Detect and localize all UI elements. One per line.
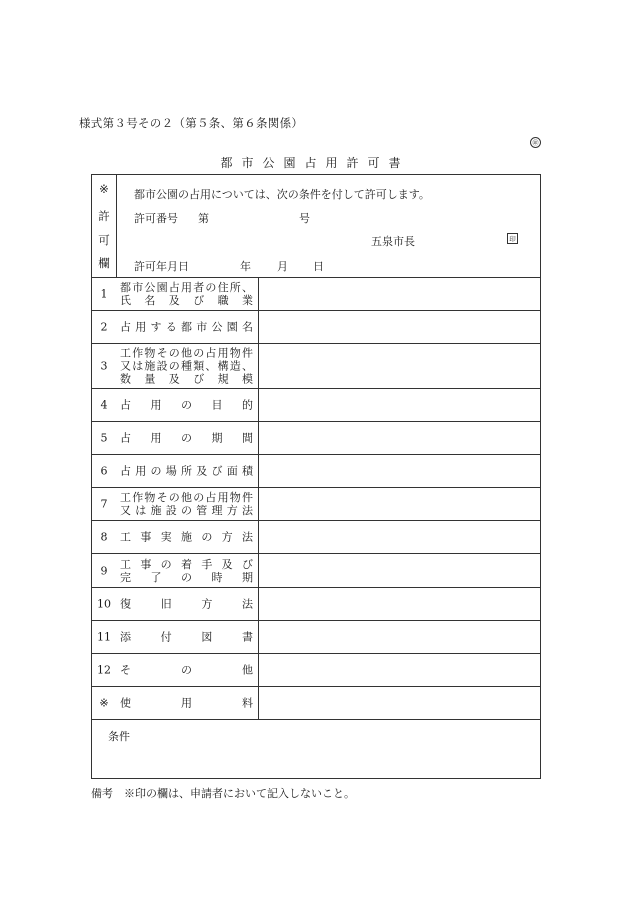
remarks-note: 備考 ※印の欄は、申請者において記入しないこと。 [91, 787, 355, 800]
permit-section [92, 175, 540, 278]
permit-date-day: 日 [313, 260, 324, 273]
row-label-line: 又は施設の管理方法 [120, 504, 253, 517]
issuing-authority: 五泉市長 [371, 235, 415, 248]
row-label [120, 697, 253, 710]
row-number: 7 [100, 497, 108, 511]
table-row [92, 344, 540, 389]
row-number: 4 [100, 398, 108, 412]
row-value-cell[interactable] [258, 654, 540, 686]
row-label-line: 氏名及び職業 [120, 293, 253, 307]
table-row [92, 488, 540, 521]
table-row [92, 455, 540, 488]
row-label [120, 491, 253, 517]
row-label-cell [92, 621, 259, 653]
permit-date-label: 許可年月日 [134, 260, 189, 273]
row-label-cell [92, 422, 259, 454]
row-value-cell[interactable] [258, 389, 540, 421]
row-label-line: 使用料 [120, 696, 253, 710]
row-label-cell [92, 654, 259, 686]
row-label-line: 都市公園占用者の住所、 [120, 280, 253, 294]
permit-statement: 都市公園の占用については、次の条件を付して許可します。 [134, 188, 430, 201]
permit-side-char: 可 [98, 233, 110, 247]
row-label [120, 664, 253, 677]
conditions-label: 条件 [108, 730, 130, 743]
row-label-line: 占用の場所及び面積 [120, 464, 253, 478]
row-value-cell[interactable] [258, 588, 540, 620]
row-label-line: 完了の時期 [120, 570, 253, 584]
seal-square-icon: 印 [507, 233, 518, 244]
table-row [92, 389, 540, 422]
row-number: 10 [97, 597, 111, 611]
row-value-cell[interactable] [258, 277, 540, 310]
row-value-cell[interactable] [258, 621, 540, 653]
row-number: 6 [100, 464, 108, 478]
row-number: 2 [100, 320, 108, 334]
row-label [120, 321, 253, 334]
row-label-line: 数量及び規模 [120, 372, 253, 386]
table-row [92, 554, 540, 588]
row-label-line: その他 [120, 663, 253, 677]
row-label [120, 558, 253, 584]
row-label-line: 添付図書 [120, 630, 253, 644]
row-number: 8 [100, 530, 108, 544]
row-number: ※ [99, 696, 109, 710]
row-label-line: 占用の目的 [120, 398, 253, 412]
table-row [92, 621, 540, 654]
row-value-cell[interactable] [258, 554, 540, 587]
row-label-cell [92, 277, 259, 310]
document-title: 都市公園占用許可書 [220, 156, 410, 170]
row-value-cell[interactable] [258, 687, 540, 719]
table-row [92, 311, 540, 344]
permit-date-year: 年 [240, 260, 251, 273]
permit-form [91, 174, 541, 779]
row-label-cell [92, 488, 259, 520]
row-value-cell[interactable] [258, 521, 540, 553]
row-label-line: 工作物その他の占用物件 [120, 346, 253, 360]
row-label-cell [92, 344, 259, 388]
row-value-cell[interactable] [258, 311, 540, 343]
permit-number-prefix: 第 [198, 212, 209, 225]
conditions-section [92, 720, 540, 778]
table-row [92, 687, 540, 720]
row-label [120, 531, 253, 544]
row-number: 3 [100, 359, 108, 373]
row-number: 11 [97, 630, 111, 644]
row-label [120, 281, 253, 307]
permit-side-mark: ※ [99, 182, 109, 196]
row-label [120, 432, 253, 445]
row-label-cell [92, 311, 259, 343]
row-label-line: 占用する都市公園名 [120, 320, 253, 334]
row-number: 9 [100, 564, 108, 577]
row-label [120, 347, 253, 386]
permit-number-suffix: 号 [299, 212, 310, 225]
row-label-cell [92, 521, 259, 553]
row-value-cell[interactable] [258, 455, 540, 487]
row-label-line: 工事の着手及び [120, 557, 253, 571]
row-label [120, 465, 253, 478]
permit-number-label: 許可番号 [134, 212, 178, 225]
row-value-cell[interactable] [258, 488, 540, 520]
seal-circle-icon: ㊞ [530, 137, 541, 148]
row-label-line: 工作物その他の占用物件 [120, 491, 253, 504]
table-row [92, 521, 540, 554]
row-label-cell [92, 455, 259, 487]
row-number: 12 [97, 663, 111, 677]
row-value-cell[interactable] [258, 344, 540, 388]
table-row [92, 654, 540, 687]
row-label-line: 占用の期間 [120, 431, 253, 445]
row-label [120, 631, 253, 644]
row-label-line: 復旧方法 [120, 597, 253, 611]
row-label-cell [92, 554, 259, 587]
row-label-line: 又は施設の種類、構造、 [120, 359, 253, 373]
form-reference: 様式第３号その２（第５条、第６条関係） [79, 116, 304, 130]
table-row [92, 277, 540, 311]
table-row [92, 588, 540, 621]
row-label-cell [92, 687, 259, 719]
permit-side-char: 欄 [98, 256, 110, 270]
table-row [92, 422, 540, 455]
row-number: 1 [100, 287, 108, 300]
row-number: 5 [100, 431, 108, 445]
row-label-line: 工事実施の方法 [120, 530, 253, 544]
row-label-cell [92, 588, 259, 620]
permit-side-char: 許 [98, 209, 110, 223]
permit-side-column [92, 175, 117, 277]
item-rows [92, 277, 540, 720]
row-label [120, 598, 253, 611]
row-value-cell[interactable] [258, 422, 540, 454]
row-label-cell [92, 389, 259, 421]
permit-date-month: 月 [277, 260, 288, 273]
row-label [120, 399, 253, 412]
